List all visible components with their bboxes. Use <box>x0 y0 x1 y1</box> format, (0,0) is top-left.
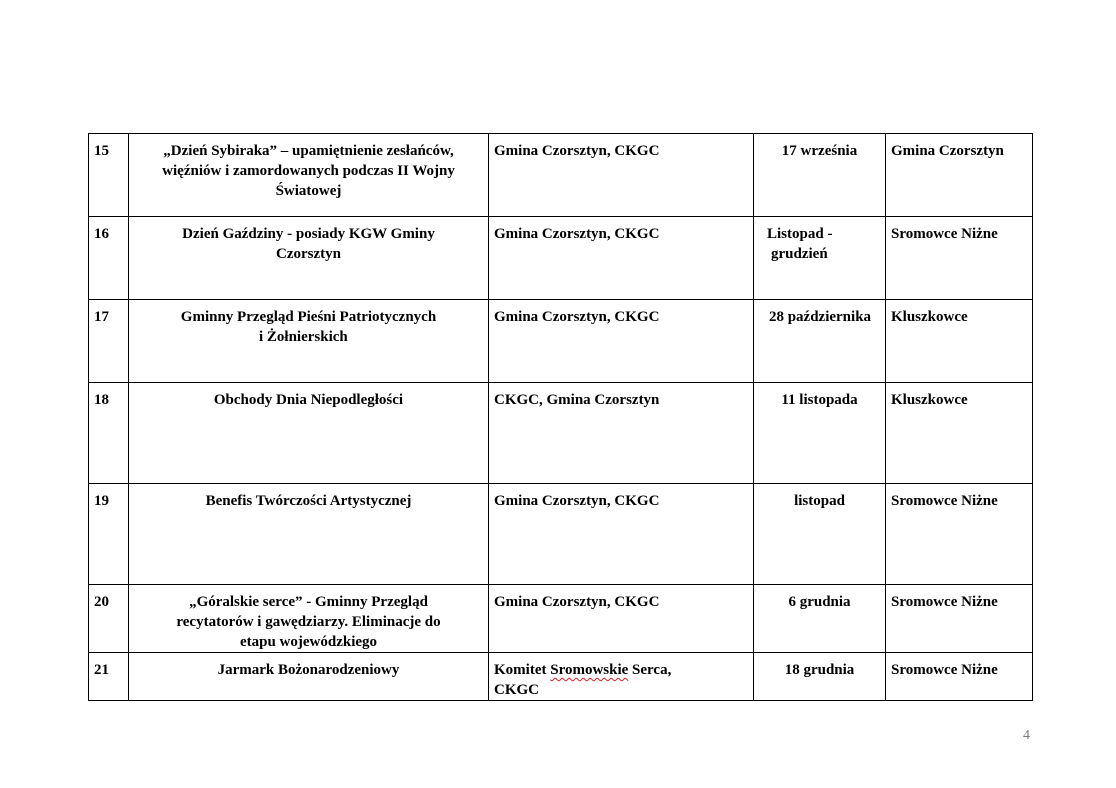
organizer-line: Gmina Czorsztyn, CKGC <box>494 143 660 159</box>
event-date <box>754 585 886 653</box>
organizer-line: Gmina Czorsztyn, CKGC <box>494 493 660 509</box>
page-number: 4 <box>1023 728 1030 743</box>
organizer <box>489 217 754 300</box>
event-name <box>129 300 489 383</box>
event-name-line: Jarmark Bożonarodzeniowy <box>217 662 400 678</box>
event-name-line: etapu wojewódzkiego <box>239 634 378 650</box>
organizer <box>489 300 754 383</box>
event-name-line: Benefis Twórczości Artystycznej <box>205 493 412 509</box>
event-name-line: Światowej <box>275 183 342 199</box>
table-row <box>89 217 1033 300</box>
organizer-line: Gmina Czorsztyn, CKGC <box>494 309 660 325</box>
event-date <box>754 653 886 701</box>
event-place: Sromowce Niżne <box>886 653 1033 701</box>
organizer-text: Serca, <box>628 662 672 678</box>
event-date-line: Listopad - <box>767 226 833 242</box>
event-date <box>754 300 886 383</box>
event-name-line: Obchody Dnia Niepodległości <box>213 392 404 408</box>
organizer-line: Gmina Czorsztyn, CKGC <box>494 594 660 610</box>
event-date-line: 28 października <box>768 309 872 325</box>
event-place: Sromowce Niżne <box>886 217 1033 300</box>
row-number: 16 <box>89 217 129 300</box>
row-number: 19 <box>89 484 129 585</box>
event-place: Sromowce Niżne <box>886 484 1033 585</box>
spellcheck-underlined-word: Sromowskie <box>550 662 629 678</box>
table-row <box>89 134 1033 217</box>
event-date-line: 18 grudnia <box>784 662 855 678</box>
event-place: Kluszkowce <box>886 383 1033 484</box>
organizer <box>489 484 754 585</box>
organizer <box>489 134 754 217</box>
event-name-line: „Góralskie serce” - Gminny Przegląd <box>189 594 428 610</box>
event-date-line: listopad <box>794 493 845 509</box>
event-place: Kluszkowce <box>886 300 1033 383</box>
events-table <box>88 133 1033 701</box>
event-name <box>129 217 489 300</box>
event-date <box>754 383 886 484</box>
event-date-line: 17 września <box>781 143 858 159</box>
event-name-line: więźniów i zamordowanych podczas II Wojny <box>162 163 455 179</box>
organizer-line <box>494 660 748 680</box>
event-name-line: i Żołnierskich <box>259 329 348 345</box>
event-place: Sromowce Niżne <box>886 585 1033 653</box>
row-number: 15 <box>89 134 129 217</box>
event-place: Gmina Czorsztyn <box>886 134 1033 217</box>
event-name-line: „Dzień Sybiraka” – upamiętnienie zesłańców, <box>163 143 454 159</box>
row-number: 17 <box>89 300 129 383</box>
row-number: 18 <box>89 383 129 484</box>
organizer-line: Gmina Czorsztyn, CKGC <box>494 226 660 242</box>
row-number: 20 <box>89 585 129 653</box>
row-number: 21 <box>89 653 129 701</box>
table-row <box>89 300 1033 383</box>
organizer <box>489 383 754 484</box>
organizer <box>489 585 754 653</box>
event-name-line: recytatorów i gawędziarzy. Eliminacje do <box>176 614 441 630</box>
event-name <box>129 134 489 217</box>
event-date-line: grudzień <box>771 246 828 262</box>
event-name-line: Gminny Przegląd Pieśni Patriotycznych <box>180 309 437 325</box>
event-date <box>754 484 886 585</box>
event-name <box>129 585 489 653</box>
event-date <box>754 217 886 300</box>
organizer-line: CKGC <box>494 682 539 698</box>
event-name <box>129 484 489 585</box>
event-name-line: Czorsztyn <box>276 246 341 262</box>
table-row <box>89 653 1033 701</box>
table-row <box>89 383 1033 484</box>
event-name <box>129 383 489 484</box>
organizer-text: Komitet <box>494 662 551 678</box>
event-date-line: 6 grudnia <box>788 594 851 610</box>
organizer-line: CKGC, Gmina Czorsztyn <box>494 392 660 408</box>
event-name <box>129 653 489 701</box>
table-row <box>89 585 1033 653</box>
event-name-line: Dzień Gaździny - posiady KGW Gminy <box>182 226 435 242</box>
event-date <box>754 134 886 217</box>
table-row <box>89 484 1033 585</box>
event-date-line: 11 listopada <box>781 392 858 408</box>
organizer <box>489 653 754 701</box>
